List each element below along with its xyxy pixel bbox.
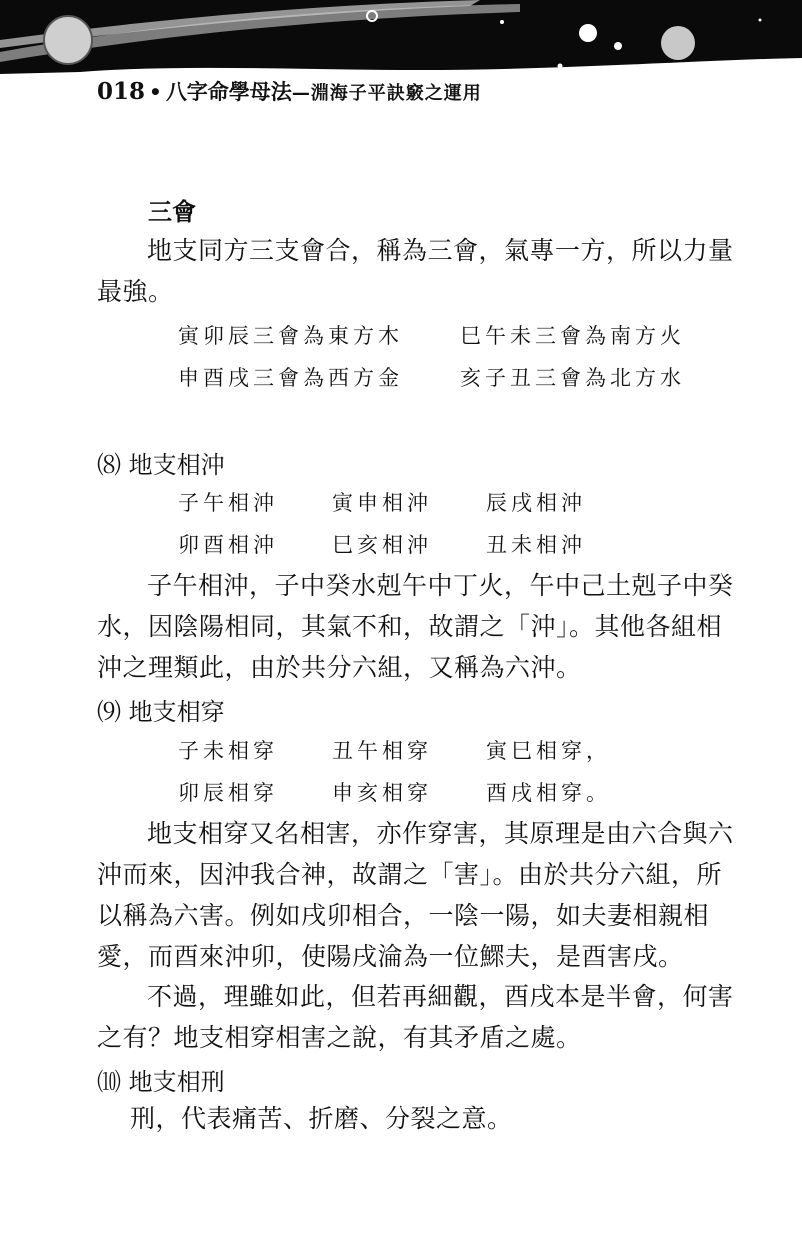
xiang-xing-paragraph: 刑，代表痛苦、折磨、分裂之意。 [130,1104,513,1133]
list-item: 寅卯辰三會為東方木 [178,324,403,348]
list-item: 辰戌相沖 [486,491,586,515]
list-item: 酉戌相穿。 [486,781,611,805]
list-item: 亥子丑三會為北方水 [460,366,685,390]
list-item: 子午相沖 [178,491,278,515]
san-hui-list-row-2 [178,362,685,392]
section-heading-san-hui: 三會 [148,198,196,226]
xiang-chuan-paragraph-2: 不過，理雖如此，但若再細觀，酉戌本是半會，何害之有？地支相穿相害之說，有其矛盾之處。 [97,982,734,1052]
section-heading-xiang-chuan: ⑼ 地支相穿 [97,698,225,726]
page-number: 018 [97,78,146,105]
san-hui-intro: 地支同方三支會合，稱為三會，氣專一方，所以力量最強。 [97,236,734,306]
xiang-chong-paragraph: 子午相沖，子中癸水剋午中丁火，午中己土剋子中癸水，因陰陽相同，其氣不和，故謂之「沖」。其他各組相沖之理類此，由於共分六組，又稱為六沖。 [97,571,734,682]
list-item: 寅申相沖 [332,491,432,515]
section-heading-xiang-chong: ⑻ 地支相沖 [97,451,225,479]
list-item: 丑未相沖 [486,533,586,557]
book-subtitle: —淵海子平訣竅之運用 [291,83,482,104]
xiang-chuan-list-row-2 [178,777,611,807]
section-heading-xiang-xing: ⑽ 地支相刑 [97,1068,225,1096]
san-hui-list-row-1 [178,320,685,350]
xiang-chong-list-row-2 [178,529,586,559]
xiang-chong-list-row-1 [178,487,586,517]
starry-banner [0,0,802,80]
star-large [579,24,597,42]
book-title: 八字命學母法 [165,80,292,104]
star-small [614,42,622,50]
list-item: 丑午相穿 [332,739,432,763]
list-item: 卯辰相穿 [178,781,278,805]
header-separator: • [149,80,162,104]
xiang-chuan-list-row-1 [178,735,611,765]
list-item: 申酉戌三會為西方金 [178,366,403,390]
planet-right [661,26,695,60]
list-item: 卯酉相沖 [178,533,278,557]
running-header [97,76,482,104]
list-item: 巳亥相沖 [332,533,432,557]
list-item: 子未相穿 [178,739,278,763]
list-item: 寅巳相穿， [486,739,611,763]
xiang-chuan-paragraph-1: 地支相穿又名相害，亦作穿害，其原理是由六合與六沖而來，因沖我合神，故謂之「害」。由於共分六組，所以稱為六害。例如戌卯相合，一陰一陽，如夫妻相親相愛，而酉來沖卯，使陽戌淪為一位鰥夫，是酉害戌。 [97,819,734,971]
list-item: 巳午未三會為南方火 [460,324,685,348]
list-item: 申亥相穿 [332,781,432,805]
